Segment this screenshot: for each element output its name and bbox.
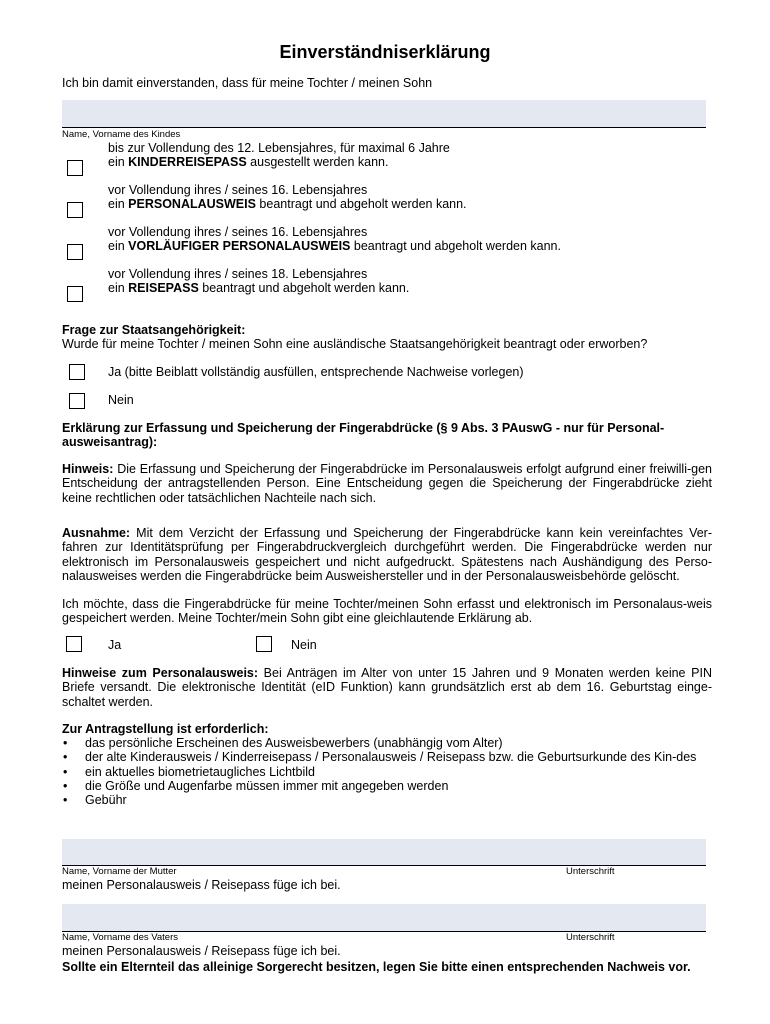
form-title: Einverständniserklärung <box>279 42 491 62</box>
fingerprint-no-checkbox[interactable] <box>256 636 272 652</box>
personalausweis-line1: vor Vollendung ihres / seines 16. Lebensjahres <box>108 183 368 197</box>
requirement-item: • ein aktuelles biometrietaugliches Lichtbild <box>62 765 712 779</box>
id-notes: Hinweise zum Personalausweis: Bei Anträgen im Alter von unter 15 Jahren und 9 Monaten werden keine PIN Briefe versandt. Die elektronische Identität (eID Funktion) kann grundsätzlich erst ab dem 16. Geburtstag einge-schaltet werden. <box>62 666 712 709</box>
kinderreisepass-line2: ein KINDERREISEPASS ausgestellt werden kann. <box>108 155 389 169</box>
requirements-list <box>62 736 712 807</box>
reisepass-checkbox[interactable] <box>67 286 83 302</box>
child-name-field[interactable] <box>62 100 706 128</box>
kinderreisepass-checkbox[interactable] <box>67 160 83 176</box>
fingerprint-hinweis: Hinweis: Die Erfassung und Speicherung der Fingerabdrücke im Personalausweis erfolgt aufgrund einer freiwilli-gen Entscheidung der antragstellenden Person. Eine Entscheidung gegen die Speicherung der Fingerabdrücke zieht keine rechtlichen oder tatsächlichen Nachteile nach sich. <box>62 462 712 505</box>
personalausweis-checkbox[interactable] <box>67 202 83 218</box>
fingerprint-no-label: Nein <box>291 638 317 652</box>
father-name-label: Name, Vorname des Vaters <box>62 932 178 943</box>
father-note: meinen Personalausweis / Reisepass füge ich bei. <box>62 944 341 958</box>
requirement-item: • der alte Kinderausweis / Kinderreisepass / Personalausweis / Reisepass bzw. die Geburtsurkunde des Kin-des <box>62 750 712 764</box>
requirement-item: • Gebühr <box>62 793 712 807</box>
fingerprint-ausnahme: Ausnahme: Mit dem Verzicht der Erfassung und Speicherung der Fingerabdrücke kann kein vereinfachtes Ver-fahren zur Identitätsprüfung per Fingerabdruckvergleich durchgeführt werden. Die Fingerabdrücke werden nur elektronisch im Personalausweis gespeichert und nicht aufgedruckt. Spätestens nach Aushändigung des Perso-nalausweises werden die Fingerabdrücke beim Ausweishersteller und in der Personalausweisbehörde gelöscht. <box>62 526 712 583</box>
reisepass-line2: ein REISEPASS beantragt und abgeholt werden kann. <box>108 281 410 295</box>
fingerprint-heading-line2: ausweisantrag): <box>62 435 158 449</box>
custody-note: Sollte ein Elternteil das alleinige Sorgerecht besitzen, legen Sie bitte einen entsprechenden Nachweis vor. <box>62 960 691 974</box>
vorlaeufiger-personalausweis-line1: vor Vollendung ihres / seines 16. Lebensjahres <box>108 225 368 239</box>
citizenship-question: Wurde für meine Tochter / meinen Sohn eine ausländische Staatsangehörigkeit beantragt oder erworben? <box>62 337 648 351</box>
kinderreisepass-line1: bis zur Vollendung des 12. Lebensjahres, für maximal 6 Jahre <box>108 141 450 155</box>
citizenship-yes-label: Ja (bitte Beiblatt vollständig ausfüllen, entsprechende Nachweise vorlegen) <box>108 365 524 379</box>
requirements-heading: Zur Antragstellung ist erforderlich: <box>62 722 269 736</box>
intro-text: Ich bin damit einverstanden, dass für meine Tochter / meinen Sohn <box>62 76 433 90</box>
father-signature-field[interactable] <box>62 904 706 932</box>
father-signature-label: Unterschrift <box>566 932 615 943</box>
citizenship-yes-checkbox[interactable] <box>69 364 85 380</box>
mother-name-label: Name, Vorname der Mutter <box>62 866 177 877</box>
mother-signature-label: Unterschrift <box>566 866 615 877</box>
citizenship-no-label: Nein <box>108 393 134 407</box>
fingerprint-heading-line1: Erklärung zur Erfassung und Speicherung der Fingerabdrücke (§ 9 Abs. 3 PAuswG - nur für Personal- <box>62 421 665 435</box>
citizenship-no-checkbox[interactable] <box>69 393 85 409</box>
fingerprint-yes-label: Ja <box>108 638 122 652</box>
vorlaeufiger-personalausweis-checkbox[interactable] <box>67 244 83 260</box>
fingerprint-consent: Ich möchte, dass die Fingerabdrücke für meine Tochter/meinen Sohn erfasst und elektronisch im Personalaus-weis gespeichert werden. Meine Tochter/mein Sohn gibt eine gleichlautende Erklärung ab. <box>62 597 712 626</box>
vorlaeufiger-personalausweis-line2: ein VORLÄUFIGER PERSONALAUSWEIS beantragt und abgeholt werden kann. <box>108 239 561 253</box>
child-name-label: Name, Vorname des Kindes <box>62 129 181 140</box>
fingerprint-yes-checkbox[interactable] <box>66 636 82 652</box>
requirement-item: • die Größe und Augenfarbe müssen immer mit angegeben werden <box>62 779 712 793</box>
mother-signature-field[interactable] <box>62 839 706 866</box>
mother-note: meinen Personalausweis / Reisepass füge ich bei. <box>62 878 341 892</box>
citizenship-heading: Frage zur Staatsangehörigkeit: <box>62 323 246 337</box>
requirement-item: • das persönliche Erscheinen des Ausweisbewerbers (unabhängig vom Alter) <box>62 736 712 750</box>
reisepass-line1: vor Vollendung ihres / seines 18. Lebensjahres <box>108 267 368 281</box>
personalausweis-line2: ein PERSONALAUSWEIS beantragt und abgeholt werden kann. <box>108 197 467 211</box>
